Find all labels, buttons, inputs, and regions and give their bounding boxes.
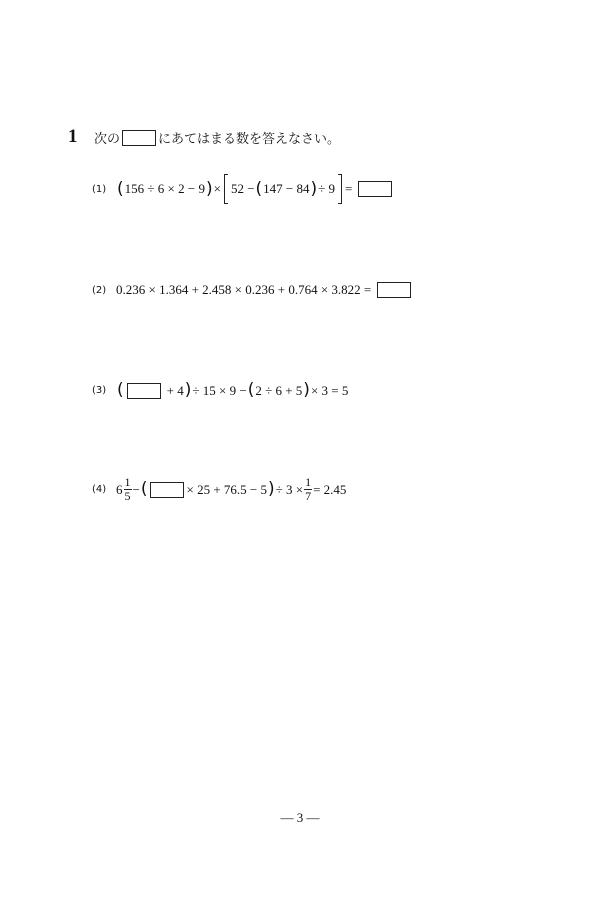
paren-open: ( <box>247 380 255 400</box>
paren-close: ) <box>267 479 275 499</box>
paren-open: ( <box>140 479 148 499</box>
brace-open <box>224 174 228 204</box>
question-number: 1 <box>68 126 78 147</box>
problem-2-label: (2) <box>92 284 107 296</box>
problem-3 <box>92 382 348 399</box>
fraction-1-denominator: 5 <box>124 489 131 503</box>
problem-4-result: = 2.45 <box>313 481 347 497</box>
paren-open: ( <box>255 178 263 199</box>
problem-4-minus: − <box>132 481 140 497</box>
problem-4-label: (4) <box>92 484 107 495</box>
mixed-number-whole: 6 <box>116 481 123 497</box>
problem-3-part-b: ÷ 15 × 9 − <box>192 382 247 398</box>
problem-1-answer-box[interactable] <box>358 181 392 197</box>
fraction-1-numerator: 1 <box>124 475 131 489</box>
problem-1-expression <box>116 174 394 204</box>
problem-1-label: (1) <box>92 183 107 195</box>
problem-1-equals: = <box>345 181 353 196</box>
fraction-2-numerator: 1 <box>305 475 312 489</box>
problem-4-mid: ÷ 3 × <box>275 481 304 497</box>
problem-3-label: (3) <box>92 385 107 396</box>
problem-4-inner: × 25 + 76.5 − 5 <box>186 481 267 497</box>
problem-4 <box>92 476 346 503</box>
problem-4-answer-box[interactable] <box>150 482 184 498</box>
problem-4-expression <box>116 476 346 503</box>
paren-close: ) <box>303 380 310 400</box>
instruction-text-before: 次の <box>94 132 121 147</box>
problem-3-expression <box>116 382 348 399</box>
problem-1-inner-a: 52 − <box>230 181 255 196</box>
instruction <box>94 128 340 147</box>
problem-2-expression: 0.236 × 1.364 + 2.458 × 0.236 + 0.764 × 3.822 = <box>116 282 372 297</box>
problem-3-part-d: × 3 = 5 <box>310 382 349 398</box>
problem-3-part-a: + 4 <box>166 382 184 398</box>
problem-1-part1: 156 ÷ 6 × 2 − 9 <box>124 181 205 196</box>
fraction-2 <box>304 476 312 503</box>
brace-close <box>338 174 342 204</box>
paren-close: ) <box>184 380 192 400</box>
problem-1-inner-b: 147 − 84 <box>263 181 310 196</box>
problem-3-part-c: 2 ÷ 6 + 5 <box>255 382 303 398</box>
paren-close: ) <box>310 178 318 199</box>
problem-2 <box>92 282 413 298</box>
paren-open: ( <box>117 380 124 400</box>
problem-3-answer-box[interactable] <box>127 383 161 399</box>
problem-1-times: × <box>213 181 221 196</box>
fraction-1 <box>124 476 132 503</box>
instruction-text-after: にあてはまる数を答えなさい。 <box>158 132 341 147</box>
paren-close: ) <box>205 178 213 199</box>
paren-open: ( <box>117 178 124 199</box>
problem-2-answer-box[interactable] <box>377 282 411 298</box>
problem-1-inner-c: ÷ 9 <box>318 181 336 196</box>
answer-box-sample <box>122 130 156 146</box>
fraction-2-denominator: 7 <box>305 489 312 503</box>
page-number: — 3 — <box>280 810 320 825</box>
problem-1 <box>92 174 394 204</box>
